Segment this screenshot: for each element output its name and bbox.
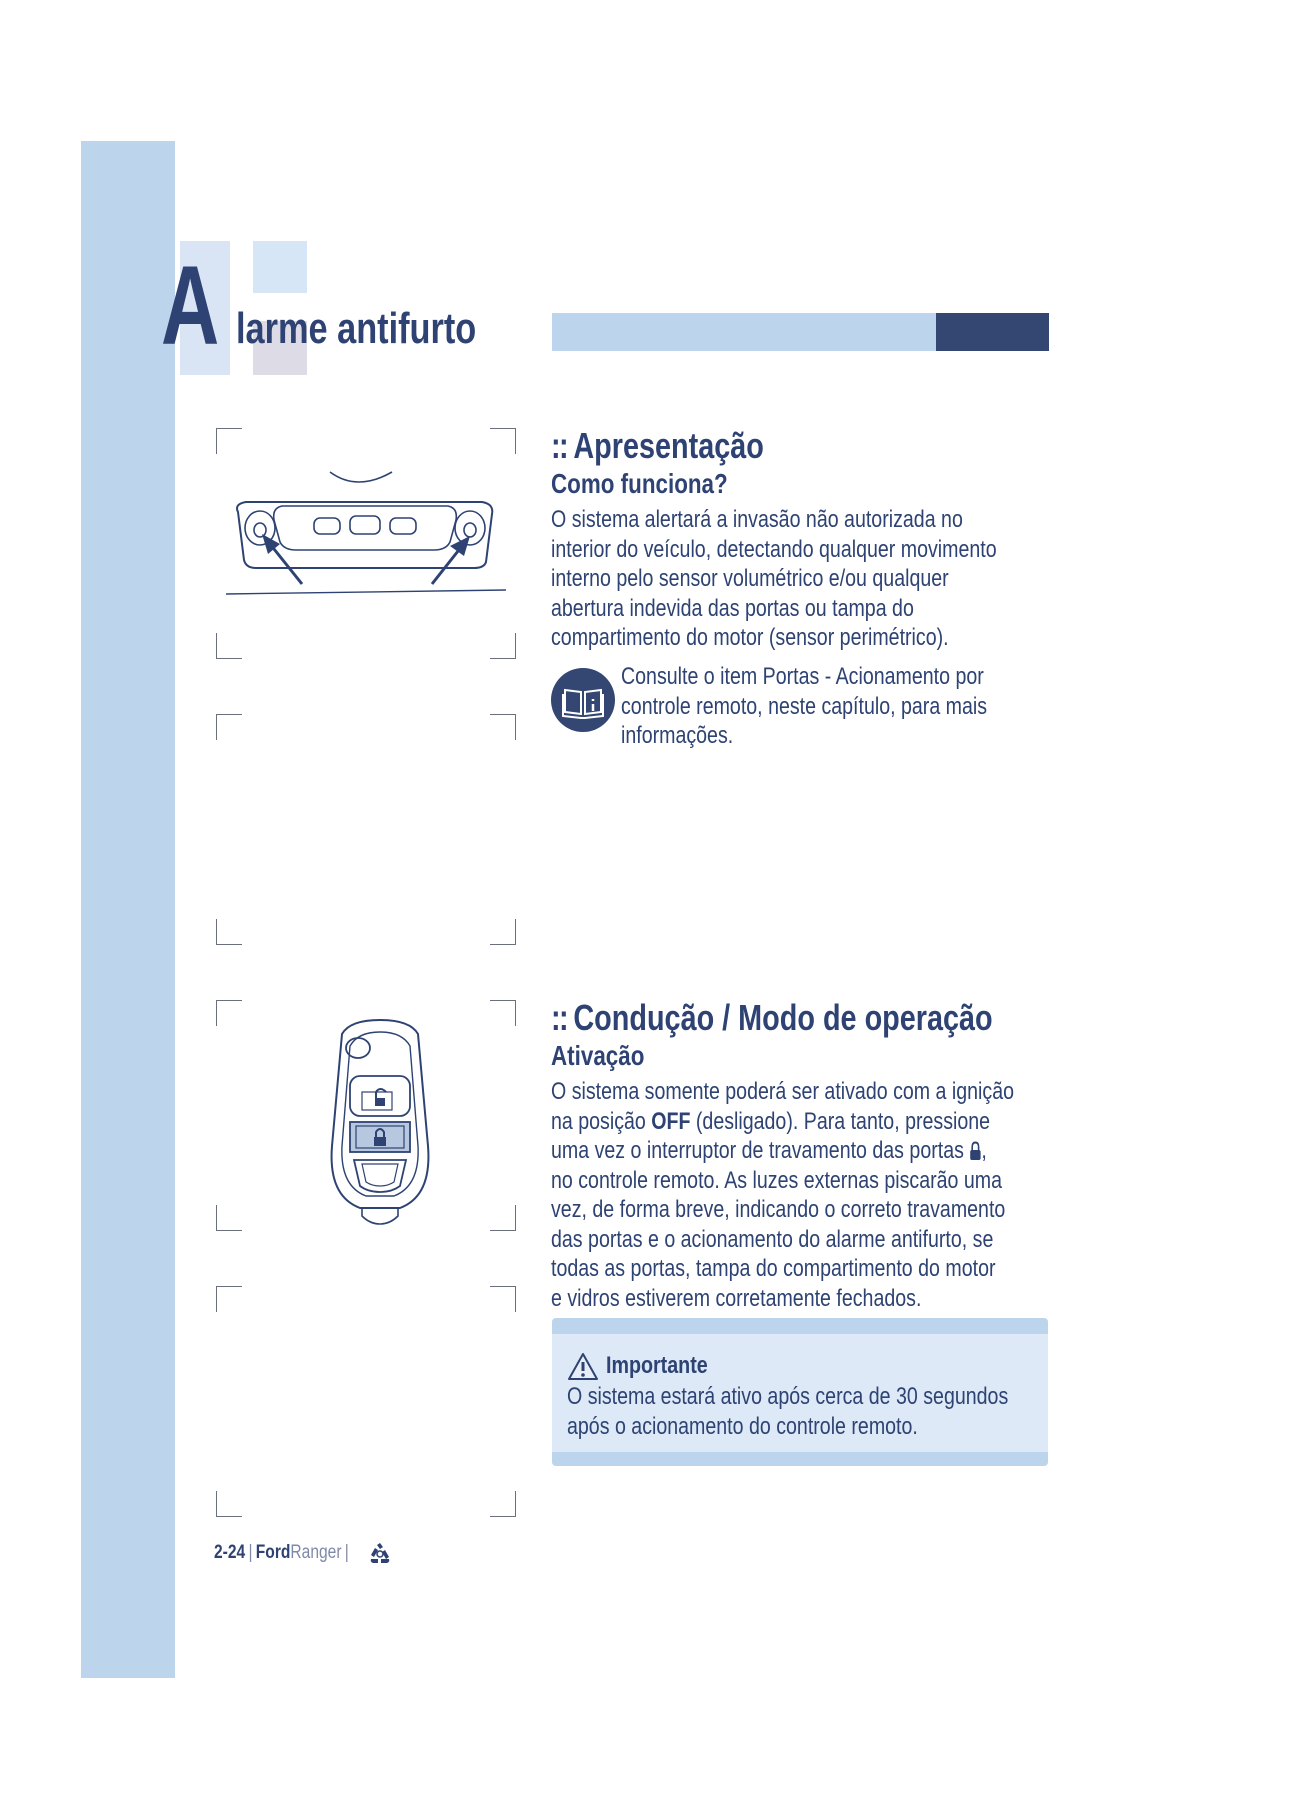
important-line: após o acionamento do controle remoto. — [567, 1412, 918, 1440]
important-title: Importante — [606, 1352, 708, 1379]
body-line: na posição OFF (desligado). Para tanto, pressione — [551, 1107, 991, 1135]
footer — [214, 1543, 352, 1562]
page-number: 2-24 — [214, 1542, 246, 1563]
note-line: controle remoto, neste capítulo, para mais — [621, 692, 988, 720]
brand-name: Ford — [255, 1542, 291, 1563]
section-marker: :: — [551, 997, 567, 1038]
body-line: interior do veículo, detectando qualquer movimento — [551, 535, 997, 563]
off-label: OFF — [651, 1107, 691, 1135]
manual-info-icon — [551, 668, 615, 732]
section-title-presentation — [551, 425, 764, 466]
title-decor-square — [253, 241, 307, 293]
note-line: Consulte o item Portas - Acionamento por — [621, 663, 984, 690]
figure-frame — [216, 1286, 516, 1517]
body-line: compartimento do motor (sensor perimétrico). — [551, 624, 949, 651]
figure-frame — [216, 714, 516, 945]
body-line: das portas e o acionamento do alarme antifurto, se — [551, 1225, 994, 1253]
section2-body — [551, 1077, 1014, 1313]
model-name: Ranger — [290, 1542, 342, 1563]
subtitle-activation: Ativação — [551, 1040, 645, 1071]
page-title-initial: A — [161, 243, 220, 368]
important-box — [552, 1318, 1048, 1466]
footer-separator: | — [344, 1542, 349, 1563]
body-line: abertura indevida das portas ou tampa do — [551, 594, 914, 622]
body-line: vez, de forma breve, indicando o correto travamento — [551, 1196, 1006, 1223]
body-line: O sistema alertará a invasão não autorizada no — [551, 506, 963, 533]
header-bar-accent — [936, 313, 1049, 351]
important-line: O sistema estará ativo após cerca de 30 segundos — [567, 1383, 1009, 1410]
important-text — [567, 1382, 1008, 1441]
body-line: uma vez o interruptor de travamento das portas , — [551, 1137, 987, 1164]
section-title-text: Apresentação — [573, 425, 764, 466]
header-bar — [552, 313, 936, 351]
subtitle-how-it-works: Como funciona? — [551, 468, 728, 499]
volumetric-sensor-illustration — [222, 462, 512, 602]
section-marker: :: — [551, 425, 567, 466]
warning-icon — [567, 1352, 599, 1381]
body-line: e vidros estiverem corretamente fechados. — [551, 1284, 922, 1312]
remote-control-illustration — [320, 1016, 440, 1228]
body-line: O sistema somente poderá ser ativado com a ignição — [551, 1078, 1015, 1105]
recycle-icon — [367, 1541, 393, 1565]
sidebar-band — [81, 141, 175, 1678]
section-title-operation — [551, 997, 993, 1038]
note-text — [621, 662, 987, 751]
body-line: todas as portas, tampa do compartimento do motor — [551, 1255, 996, 1282]
footer-separator: | — [248, 1542, 253, 1563]
section1-body — [551, 505, 997, 653]
page-title: larme antifurto — [236, 304, 477, 353]
section-title-text: Condução / Modo de operação — [573, 997, 993, 1038]
body-line: no controle remoto. As luzes externas piscarão uma — [551, 1166, 1003, 1194]
note-line: informações. — [621, 722, 734, 749]
body-line: interno pelo sensor volumétrico e/ou qualquer — [551, 565, 949, 592]
lock-icon — [969, 1141, 981, 1161]
